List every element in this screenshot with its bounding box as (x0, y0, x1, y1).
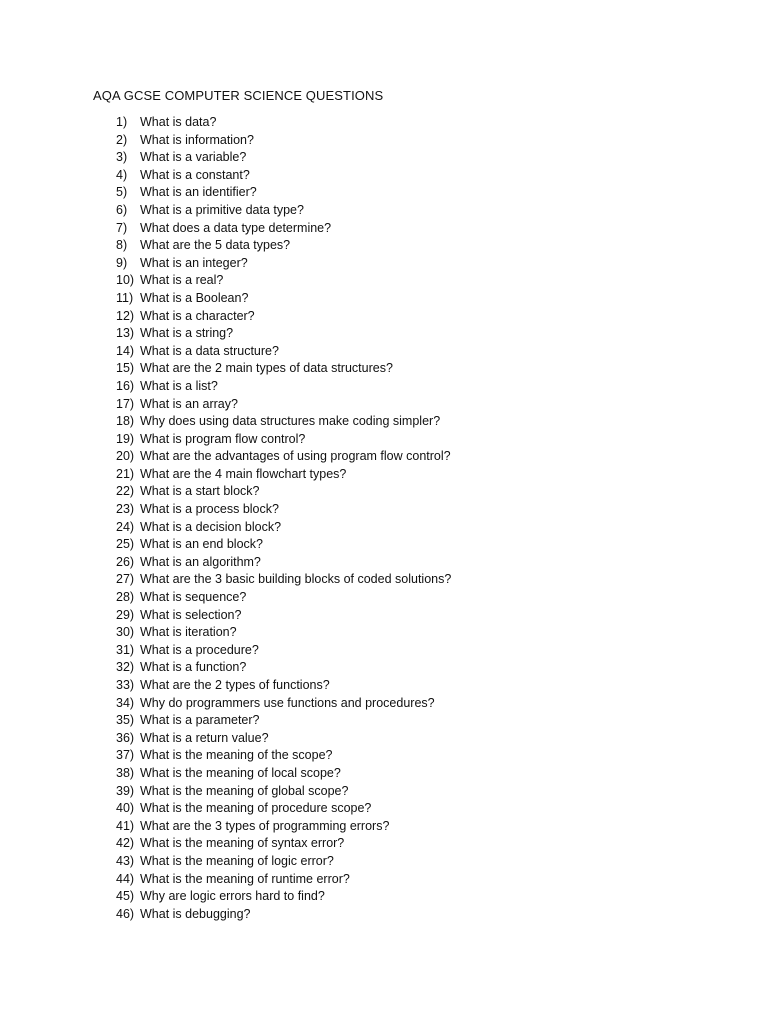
question-number: 37) (116, 748, 135, 763)
question-text: What is the meaning of the scope? (140, 748, 333, 763)
question-number: 22) (116, 484, 135, 499)
question-text: What is a process block? (140, 502, 279, 517)
question-text: What is selection? (140, 607, 242, 622)
question-number: 25) (116, 537, 135, 552)
question-number: 19) (116, 431, 135, 446)
question-number: 3) (116, 150, 128, 165)
question-text: What is a list? (140, 378, 218, 393)
question-text: What are the advantages of using program flow control? (140, 449, 451, 464)
question-text: What is debugging? (140, 906, 251, 921)
question-number: 45) (116, 889, 135, 904)
question-text: What is a real? (140, 273, 224, 288)
question-text: What is a procedure? (140, 642, 259, 657)
question-text: What is an array? (140, 396, 238, 411)
question-number: 31) (116, 642, 135, 657)
question-text: What is the meaning of runtime error? (140, 871, 350, 886)
question-text: What does a data type determine? (140, 220, 332, 235)
question-number: 26) (116, 554, 135, 569)
question-number: 15) (116, 361, 135, 376)
question-text: What is a function? (140, 660, 247, 675)
question-text: What is an identifier? (140, 185, 257, 200)
question-text: What is information? (140, 132, 254, 147)
question-text: What are the 5 data types? (140, 238, 291, 253)
question-number: 43) (116, 853, 135, 868)
question-text: What is the meaning of global scope? (140, 783, 349, 798)
question-number: 46) (116, 906, 135, 921)
question-number: 6) (116, 202, 128, 217)
question-number: 42) (116, 836, 135, 851)
question-number: 40) (116, 801, 135, 816)
question-number: 29) (116, 607, 135, 622)
question-number: 1) (116, 115, 128, 129)
question-number: 23) (116, 502, 135, 517)
question-text: What are the 4 main flowchart types? (140, 466, 347, 481)
question-number: 21) (116, 466, 135, 481)
question-text: What is the meaning of logic error? (140, 853, 334, 868)
question-text: What is the meaning of syntax error? (140, 836, 345, 851)
question-number: 9) (116, 255, 128, 270)
question-number: 39) (116, 783, 135, 798)
question-text: What is program flow control? (140, 431, 306, 446)
question-text: What is an algorithm? (140, 554, 261, 569)
question-text: What are the 3 types of programming errors? (140, 818, 390, 833)
question-number: 24) (116, 519, 135, 534)
question-text: What is a start block? (140, 484, 260, 499)
question-number: 4) (116, 167, 128, 182)
question-text: What are the 3 basic building blocks of coded solutions? (140, 572, 452, 587)
question-number: 32) (116, 660, 135, 675)
question-text: What is a decision block? (140, 519, 282, 534)
question-number: 2) (116, 132, 128, 147)
question-number: 16) (116, 378, 135, 393)
question-text: What is a primitive data type? (140, 202, 304, 217)
question-text: What are the 2 main types of data structures? (140, 361, 393, 376)
question-text: Why are logic errors hard to find? (140, 889, 325, 904)
question-number: 12) (116, 308, 135, 323)
question-text: What is a character? (140, 308, 255, 323)
question-number: 35) (116, 713, 135, 728)
question-number: 36) (116, 730, 135, 745)
question-number: 44) (116, 871, 135, 886)
question-number: 28) (116, 590, 135, 605)
question-text: What is data? (140, 115, 217, 129)
question-number: 18) (116, 414, 135, 429)
question-number: 7) (116, 220, 128, 235)
question-text: What is a data structure? (140, 343, 279, 358)
question-text: What is an integer? (140, 255, 248, 270)
question-number: 41) (116, 818, 135, 833)
question-text: What is a constant? (140, 167, 250, 182)
question-text: Why do programmers use functions and procedures? (140, 695, 435, 710)
question-number: 34) (116, 695, 135, 710)
question-number: 14) (116, 343, 135, 358)
question-text: What is a return value? (140, 730, 269, 745)
question-number: 20) (116, 449, 135, 464)
question-number: 11) (116, 290, 134, 305)
question-text: What is the meaning of local scope? (140, 765, 341, 780)
question-text: What is iteration? (140, 625, 237, 640)
question-text: What is the meaning of procedure scope? (140, 801, 372, 816)
question-number: 33) (116, 678, 135, 692)
question-number: 27) (116, 572, 135, 587)
question-number: 10) (116, 273, 135, 288)
question-text: What is sequence? (140, 590, 247, 605)
question-number: 13) (116, 326, 135, 341)
question-number: 8) (116, 238, 128, 253)
question-text: What is a string? (140, 326, 234, 341)
question-number: 17) (116, 396, 135, 411)
document-title: AQA GCSE COMPUTER SCIENCE QUESTIONS (93, 88, 384, 103)
question-text: What are the 2 types of functions? (140, 678, 330, 692)
question-text: Why does using data structures make coding simpler? (140, 414, 441, 429)
question-number: 38) (116, 765, 135, 780)
question-number: 30) (116, 625, 135, 640)
question-text: What is a variable? (140, 150, 247, 165)
question-text: What is an end block? (140, 537, 263, 552)
question-number: 5) (116, 185, 128, 200)
question-text: What is a parameter? (140, 713, 260, 728)
question-text: What is a Boolean? (140, 290, 249, 305)
